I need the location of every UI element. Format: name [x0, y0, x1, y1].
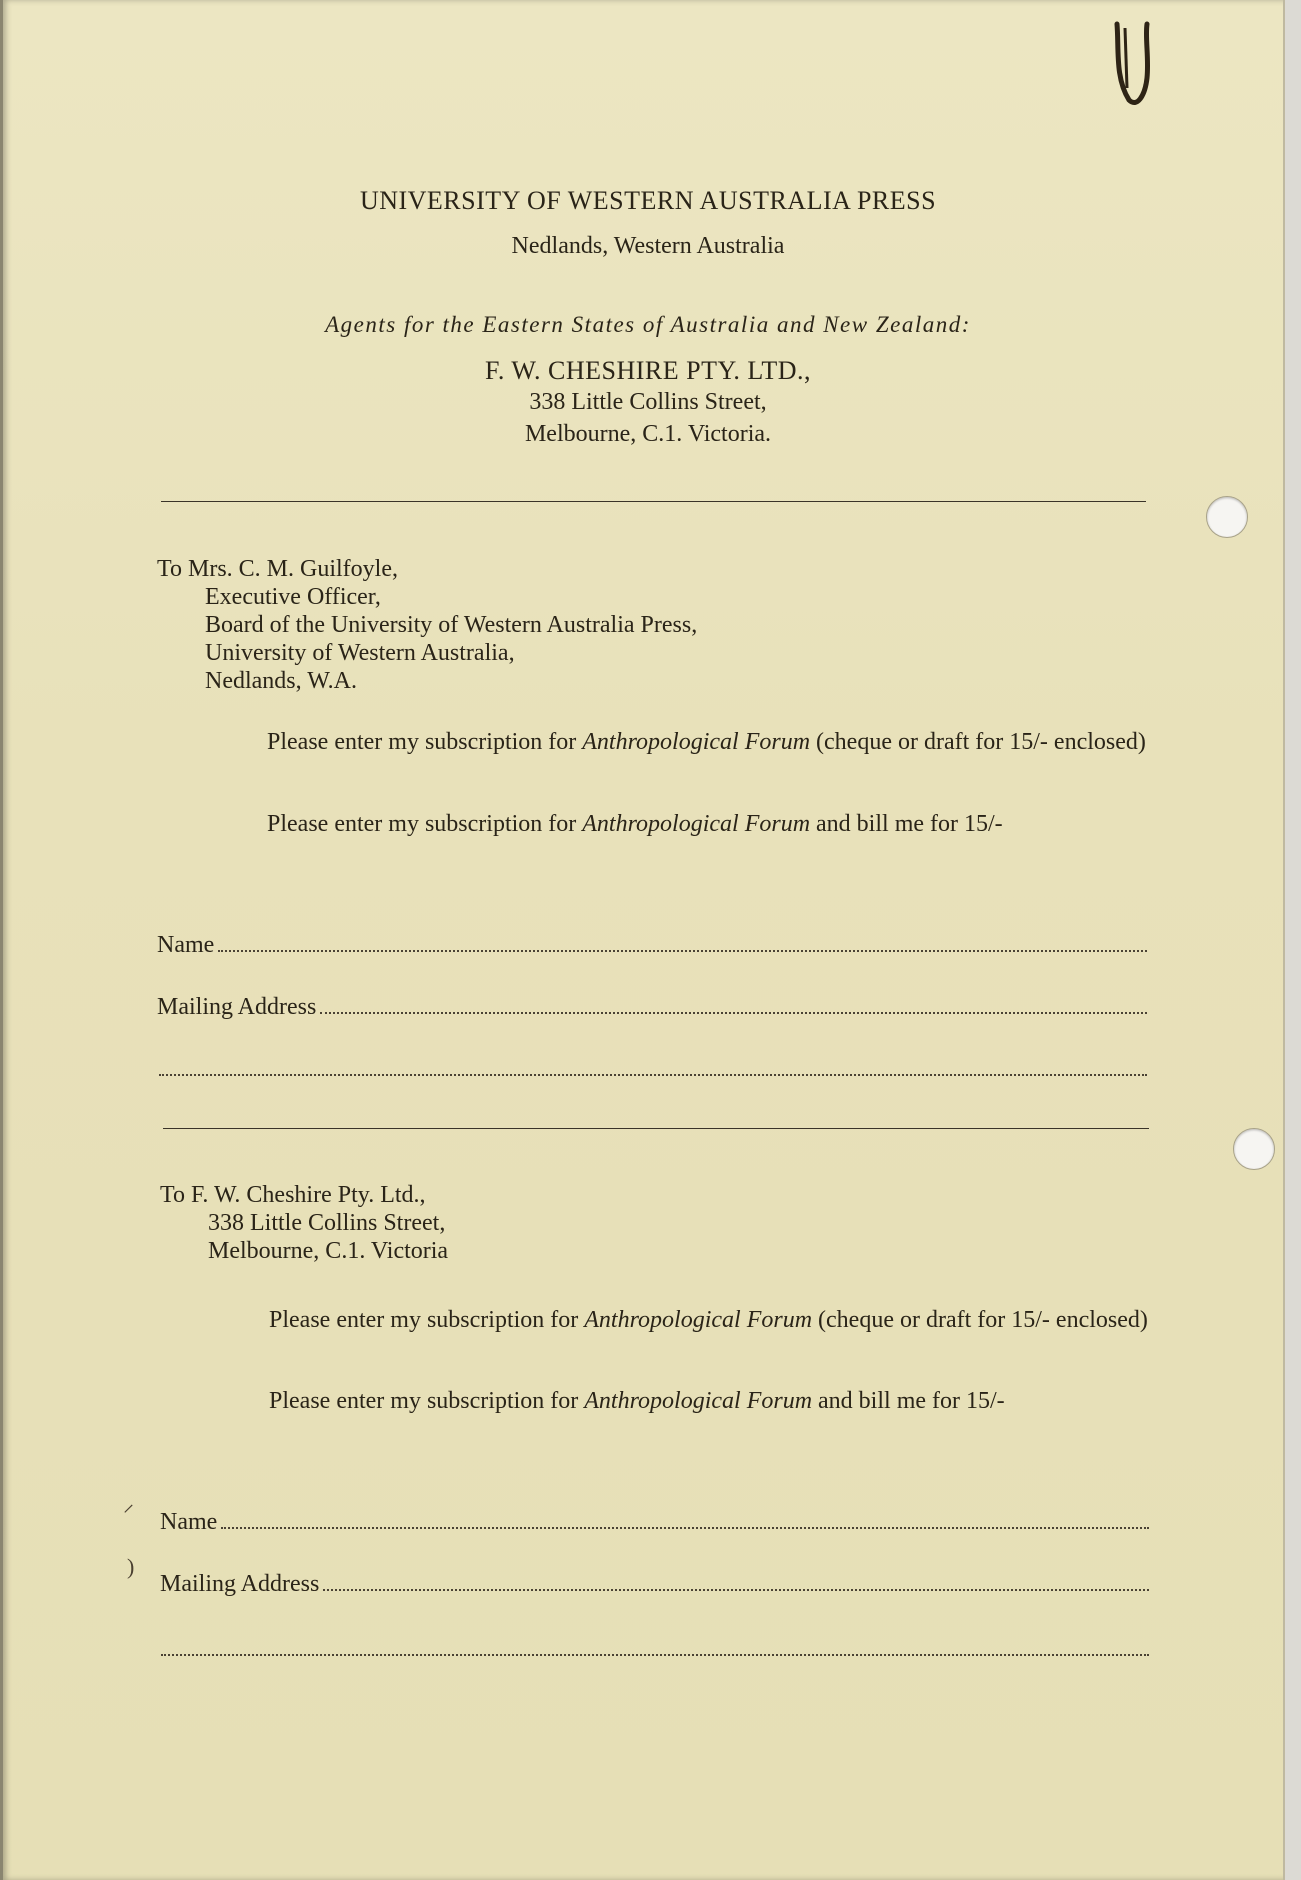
option-text: Please enter my subscription for [267, 811, 583, 837]
address-input-line-2[interactable] [161, 1654, 1149, 1656]
form2-address-field[interactable] [160, 1569, 1149, 1598]
punch-hole [1206, 496, 1248, 538]
option-text: and bill me for 15/- [810, 811, 1003, 837]
publisher-location: Nedlands, Western Australia [511, 233, 785, 259]
journal-title: Anthropological Forum [582, 729, 811, 755]
pencil-mark-icon: ⸝ [123, 1491, 135, 1516]
recipient-line: Melbourne, C.1. Victoria [208, 1238, 449, 1264]
agent-city: Melbourne, C.1. Victoria. [524, 421, 772, 447]
recipient-line: Executive Officer, [205, 584, 381, 610]
handwritten-mark-icon [1111, 18, 1155, 108]
pencil-mark-icon: ) [127, 1554, 135, 1579]
name-label: Name [157, 932, 215, 958]
form2-option-cheque [269, 1306, 1149, 1334]
name-input-line[interactable] [221, 1507, 1149, 1529]
punch-hole [1233, 1128, 1275, 1170]
journal-title: Anthropological Forum [584, 1388, 813, 1414]
form1-recipient [157, 555, 697, 695]
address-input-line[interactable] [323, 1569, 1149, 1591]
agent-name: F. W. CHESHIRE PTY. LTD., [484, 356, 812, 385]
option-text: Please enter my subscription for [269, 1307, 585, 1333]
section-divider [163, 1128, 1149, 1129]
agent-street: 338 Little Collins Street, [529, 389, 767, 415]
form1-option-bill [267, 810, 1147, 838]
publisher-title: UNIVERSITY OF WESTERN AUSTRALIA PRESS [359, 186, 937, 215]
recipient-line: 338 Little Collins Street, [208, 1210, 446, 1236]
recipient-line: University of Western Australia, [205, 640, 515, 666]
journal-title: Anthropological Forum [584, 1307, 813, 1333]
form2-option-bill [269, 1387, 1149, 1415]
form2-name-field[interactable] [160, 1507, 1149, 1536]
address-input-line-2[interactable] [159, 1074, 1147, 1076]
form1-name-field[interactable] [157, 930, 1147, 959]
journal-title: Anthropological Forum [582, 811, 811, 837]
agents-heading: Agents for the Eastern States of Australia and New Zealand: [325, 312, 971, 337]
page-edge [1283, 0, 1301, 1880]
option-text: and bill me for 15/- [812, 1388, 1005, 1414]
address-label: Mailing Address [157, 994, 317, 1020]
form1-address-field[interactable] [157, 992, 1147, 1021]
option-text: (cheque or draft for 15/- enclosed) [810, 729, 1146, 755]
form1-option-cheque [267, 728, 1147, 756]
name-input-line[interactable] [218, 930, 1147, 952]
recipient-line: Nedlands, W.A. [205, 668, 357, 694]
address-input-line[interactable] [320, 992, 1147, 1014]
option-text: Please enter my subscription for [269, 1388, 585, 1414]
option-text: Please enter my subscription for [267, 729, 583, 755]
address-label: Mailing Address [160, 1571, 320, 1597]
recipient-line: To F. W. Cheshire Pty. Ltd., [160, 1182, 426, 1208]
option-text: (cheque or draft for 15/- enclosed) [812, 1307, 1148, 1333]
form2-recipient [160, 1181, 448, 1265]
recipient-line: Board of the University of Western Australia Press, [205, 612, 698, 638]
section-divider [161, 501, 1146, 502]
recipient-line: To Mrs. C. M. Guilfoyle, [157, 556, 398, 582]
name-label: Name [160, 1509, 218, 1535]
